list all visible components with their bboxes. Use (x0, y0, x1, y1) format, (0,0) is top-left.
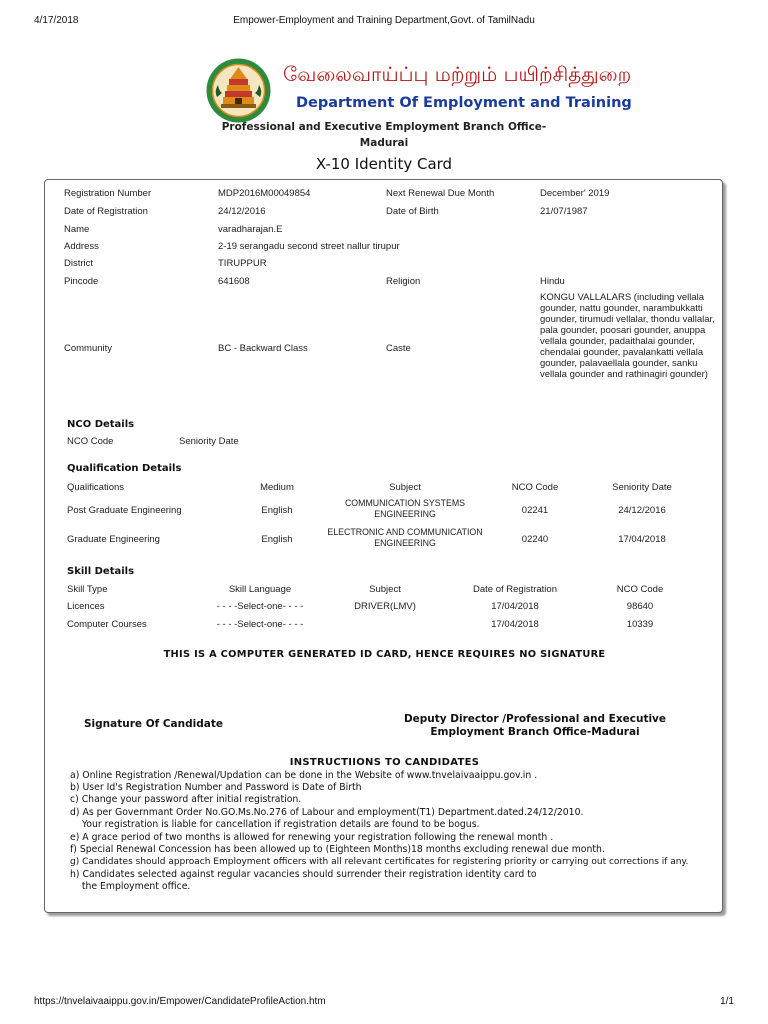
skill-header-nco-code: NCO Code (616, 584, 664, 595)
tamil-department-title: வேலைவாய்ப்பு மற்றும் பயிற்சித்துறை (283, 62, 632, 86)
qualification-row-2-seniority-date: 17/04/2018 (618, 534, 666, 545)
qualification-header-seniority-date: Seniority Date (612, 482, 672, 493)
print-footer (34, 996, 734, 1010)
date-of-birth-label: Date of Birth (386, 206, 439, 217)
deputy-director-line2: Employment Branch Office-Madurai (430, 726, 640, 738)
qualification-row-2-subject: ELECTRONIC AND COMMUNICATION ENGINEERING (327, 527, 483, 548)
community-value: BC - Backward Class (218, 343, 308, 354)
next-renewal-label: Next Renewal Due Month (386, 188, 495, 199)
instruction-item: h) Candidates selected against regular vacancies should surrender their registration identity card to (70, 869, 537, 880)
skill-header-skill-type: Skill Type (67, 584, 108, 595)
print-url: https://tnvelaivaaippu.gov.in/Empower/CandidateProfileAction.htm (34, 996, 326, 1007)
instruction-item: Your registration is liable for cancellation if registration details are found to be bogus. (70, 819, 480, 830)
qualification-row-2-nco-code: 02240 (521, 534, 549, 545)
nco-code-label: NCO Code (67, 436, 114, 447)
deputy-director-line1: Deputy Director /Professional and Executive (403, 713, 667, 725)
instruction-item: b) User Id's Registration Number and Password is Date of Birth (70, 782, 362, 793)
skill-row-1-nco-code: 98640 (626, 601, 654, 612)
tamil-nadu-emblem-icon (205, 57, 272, 124)
instruction-item: e) A grace period of two months is allowed for renewing your registration following the renewal month . (70, 832, 554, 843)
qualification-header-medium: Medium (260, 482, 294, 493)
qualification-header-subject: Subject (389, 482, 421, 493)
next-renewal-value: December' 2019 (540, 188, 610, 199)
candidate-signature-label: Signature Of Candidate (84, 718, 223, 730)
nco-details-heading: NCO Details (67, 419, 135, 430)
pincode-label: Pincode (64, 276, 99, 287)
qualification-header-nco-code: NCO Code (511, 482, 559, 493)
qualification-row-2-medium: English (261, 534, 293, 545)
name-value: varadharajan.E (218, 224, 283, 235)
branch-office-line2: Madurai (359, 137, 409, 149)
print-page-title: Empower-Employment and Training Department,Govt. of TamilNadu (233, 15, 535, 26)
branch-office-line1: Professional and Executive Employment Branch Office- (221, 121, 547, 133)
qualification-row-1-seniority-date: 24/12/2016 (618, 505, 666, 516)
instruction-item: the Employment office. (70, 881, 191, 892)
qualification-header-qualifications: Qualifications (67, 482, 125, 493)
qualification-row-1-subject: COMMUNICATION SYSTEMS ENGINEERING (344, 498, 466, 519)
address-label: Address (64, 241, 99, 252)
religion-label: Religion (386, 276, 421, 287)
identity-card-title: X-10 Identity Card (315, 155, 453, 173)
qualification-row-1-medium: English (261, 505, 293, 516)
skill-row-2-skill-type: Computer Courses (67, 619, 147, 630)
date-of-registration-label: Date of Registration (64, 206, 148, 217)
computer-generated-notice: THIS IS A COMPUTER GENERATED ID CARD, HENCE REQUIRES NO SIGNATURE (163, 649, 606, 660)
print-header (34, 15, 734, 29)
name-label: Name (64, 224, 90, 235)
date-of-birth-value: 21/07/1987 (540, 206, 588, 217)
qualification-row-1-nco-code: 02241 (521, 505, 549, 516)
caste-value: KONGU VALLALARS (including vellala gounder, nattu gounder, narambukkatti gounder, tirumudi vellalar, thondu vallalar, pala gounder, poosari gounder, anuppa vellala gounder, padaithalai gounder, chendalai gounder, pavalankatti vellala gounder, palavaellala gounder, sanku vellala gounder and rathinagiri gounder) (540, 292, 715, 380)
address-value: 2-19 serangadu second street nallur tirupur (218, 241, 400, 252)
district-value: TIRUPPUR (218, 258, 267, 269)
date-of-registration-value: 24/12/2016 (218, 206, 266, 217)
skill-header-skill-language: Skill Language (228, 584, 292, 595)
department-title: Department Of Employment and Training (296, 95, 632, 111)
instruction-item: d) As per Governmant Order No.GO.Ms.No.276 of Labour and employment(T1) Department.dated.24/12/2010. (70, 807, 584, 818)
district-label: District (64, 258, 94, 269)
skill-row-1-subject: DRIVER(LMV) (354, 601, 416, 612)
community-label: Community (64, 343, 113, 354)
skill-row-2-date-of-registration: 17/04/2018 (491, 619, 539, 630)
qualification-details-heading: Qualification Details (67, 463, 182, 474)
skill-header-date-of-registration: Date of Registration (473, 584, 557, 595)
instruction-item: f) Special Renewal Concession has been allowed up to (Eighteen Months)18 months excluding renewal due month. (70, 844, 605, 855)
caste-label: Caste (386, 343, 411, 354)
print-page-number: 1/1 (720, 996, 734, 1007)
skill-row-1-skill-type: Licences (67, 601, 105, 612)
seniority-date-label: Seniority Date (179, 436, 239, 447)
skill-row-1-date-of-registration: 17/04/2018 (491, 601, 539, 612)
registration-number-label: Registration Number (64, 188, 152, 199)
instruction-item: g) Candidates should approach Employment officers with all relevant certificates for registering priority or carrying out corrections if any. (70, 857, 689, 867)
skill-row-2-nco-code: 10339 (626, 619, 654, 630)
skill-row-1-skill-language: - - - -Select-one- - - - (216, 601, 304, 612)
pincode-value: 641608 (218, 276, 250, 287)
qualification-row-1-qualification: Post Graduate Engineering (67, 505, 182, 516)
skill-header-subject: Subject (369, 584, 401, 595)
instruction-item: a) Online Registration /Renewal/Updation can be done in the Website of www.tnvelaivaaippu.gov.in . (70, 770, 538, 781)
instruction-item: c) Change your password after initial registration. (70, 794, 302, 805)
skill-row-2-skill-language: - - - -Select-one- - - - (216, 619, 304, 630)
qualification-row-2-qualification: Graduate Engineering (67, 534, 160, 545)
skill-details-heading: Skill Details (67, 566, 135, 577)
instructions-heading: INSTRUCTIIONS TO CANDIDATES (289, 757, 480, 768)
religion-value: Hindu (540, 276, 565, 287)
registration-number-value: MDP2016M00049854 (218, 188, 311, 199)
print-date: 4/17/2018 (34, 15, 79, 26)
